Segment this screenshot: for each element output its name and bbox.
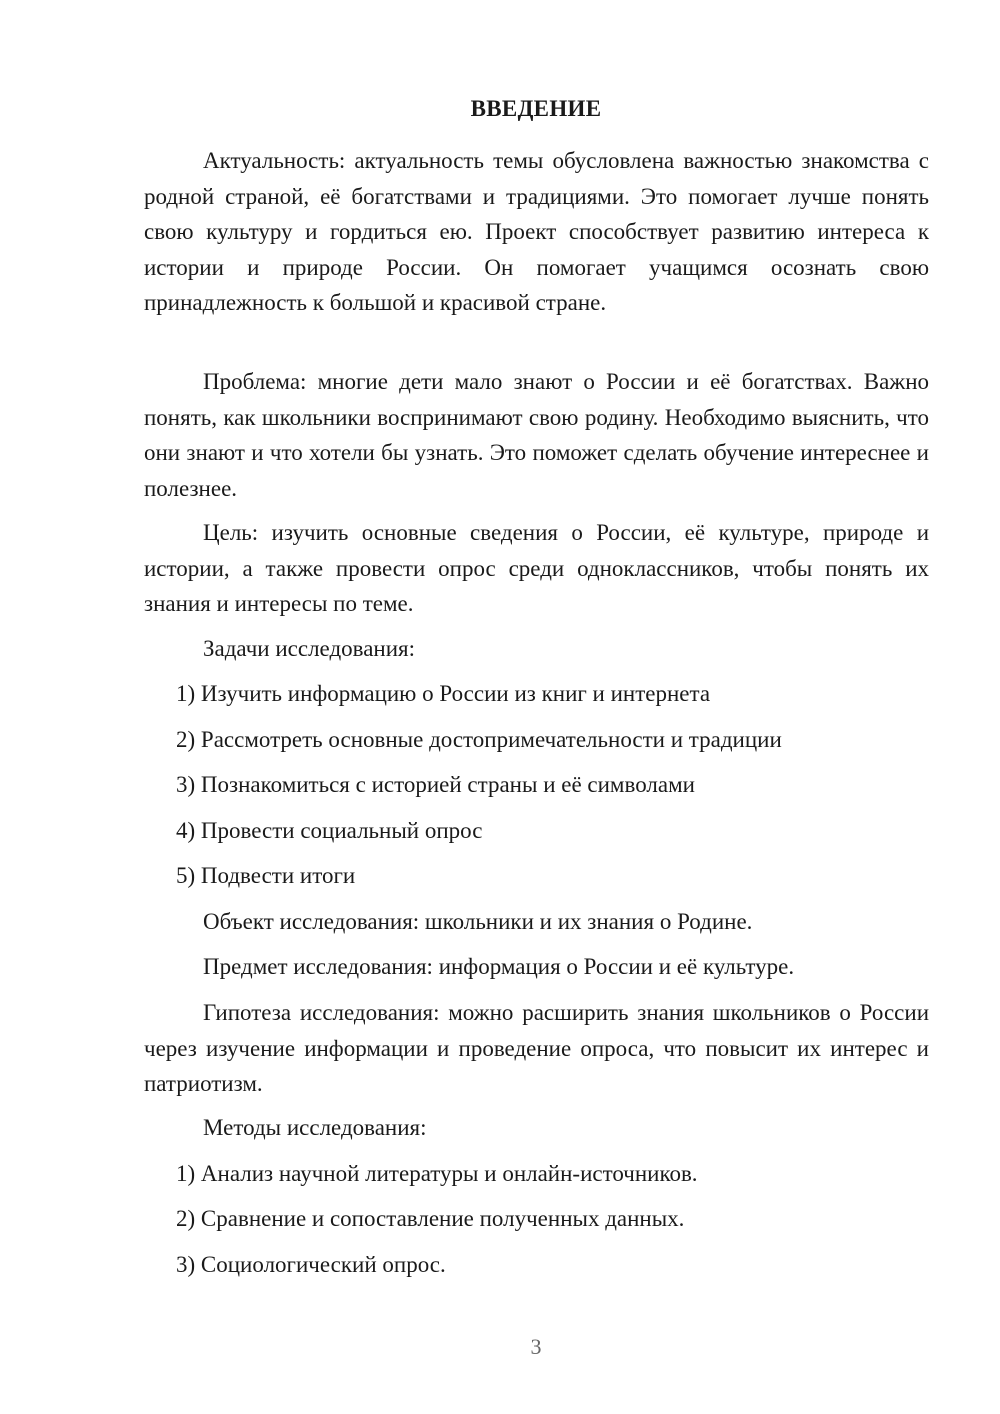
- tasks-list-item: 4) Провести социальный опрос: [176, 818, 483, 843]
- methods-list-item-1-block: [144, 1156, 929, 1192]
- subject-block: [144, 949, 929, 985]
- methods-list-item: 3) Социологический опрос.: [176, 1252, 446, 1277]
- methods-list-item-3-block: [144, 1247, 929, 1283]
- tasks-list-item: 1) Изучить информацию о России из книг и интернета: [176, 681, 711, 706]
- methods-heading-block: [144, 1110, 929, 1146]
- tasks-heading-block: [144, 631, 929, 667]
- tasks-list-item-1-block: [144, 676, 929, 712]
- hypothesis-block: [144, 995, 929, 1102]
- tasks-list-item: 5) Подвести итоги: [176, 863, 356, 888]
- problem-paragraph: Проблема: многие дети мало знают о России и её богатствах. Важно понять, как школьники воспринимают свою родину. Необходимо выяснить, что они знают и что хотели бы узнать. Это поможет сделать обучение интереснее и полезнее.: [144, 369, 929, 501]
- research-hypothesis: Гипотеза исследования: можно расширить знания школьников о России через изучение информации и проведение опроса, что повысит их интерес и патриотизм.: [144, 1000, 929, 1096]
- tasks-list-item: 3) Познакомиться с историей страны и её символами: [176, 772, 695, 797]
- relevance-paragraph-block: [144, 143, 929, 321]
- goal-paragraph-block: [144, 515, 929, 622]
- research-object: Объект исследования: школьники и их знания о Родине.: [203, 909, 753, 934]
- problem-paragraph-block: [144, 364, 929, 506]
- tasks-list-item: 2) Рассмотреть основные достопримечательности и традиции: [176, 727, 782, 752]
- methods-list-item: 1) Анализ научной литературы и онлайн-источников.: [176, 1161, 698, 1186]
- tasks-heading: Задачи исследования:: [203, 636, 416, 661]
- methods-list-item: 2) Сравнение и сопоставление полученных данных.: [176, 1206, 685, 1231]
- relevance-paragraph: Актуальность: актуальность темы обусловлена важностью знакомства с родной страной, её богатствами и традициями. Это помогает лучше понять свою культуру и гордиться ею. Проект способствует развитию интереса к истории и природе России. Он помогает учащимся осознать свою принадлежность к большой и красивой стране.: [144, 148, 929, 315]
- tasks-list-item-4-block: [144, 813, 929, 849]
- object-block: [144, 904, 929, 940]
- goal-paragraph: Цель: изучить основные сведения о России, её культуре, природе и истории, а также провести опрос среди одноклассников, чтобы понять их знания и интересы по теме.: [144, 520, 929, 616]
- tasks-list-item-3-block: [144, 767, 929, 803]
- research-subject: Предмет исследования: информация о России и её культуре.: [203, 954, 795, 979]
- tasks-list-item-2-block: [144, 722, 929, 758]
- methods-heading: Методы исследования:: [203, 1115, 427, 1140]
- methods-list-item-2-block: [144, 1201, 929, 1237]
- tasks-list-item-5-block: [144, 858, 929, 894]
- page-title: ВВЕДЕНИЕ: [470, 96, 602, 121]
- page-number: 3: [530, 1334, 542, 1359]
